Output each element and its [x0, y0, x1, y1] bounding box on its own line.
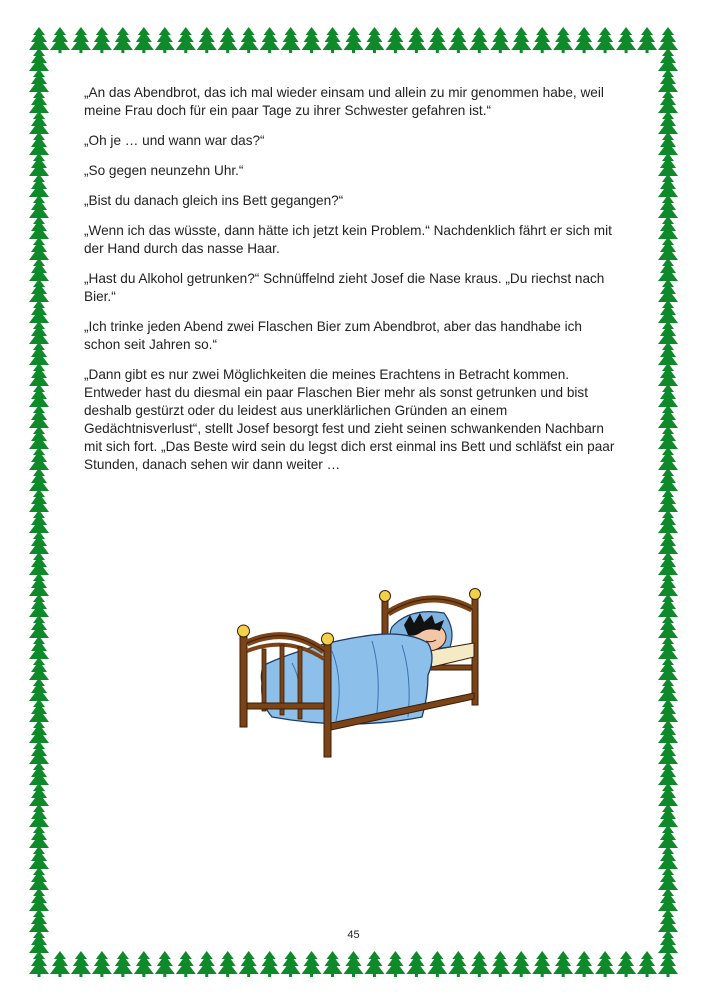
- tree-icon: [385, 27, 405, 53]
- paragraph: „Wenn ich das wüsste, dann hätte ich jetzt kein Problem.“ Nachdenklich fährt er sich mit der Hand durch das nasse Haar.: [84, 223, 612, 256]
- tree-icon: [71, 951, 91, 977]
- tree-icon: [302, 951, 322, 977]
- tree-icon: [553, 27, 573, 53]
- tree-icon: [595, 951, 615, 977]
- tree-icon: [427, 951, 447, 977]
- tree-icon: [490, 951, 510, 977]
- tree-icon: [155, 27, 175, 53]
- story-text: [84, 84, 622, 486]
- tree-icon: [197, 27, 217, 53]
- tree-icon: [616, 27, 636, 53]
- tree-icon: [323, 27, 343, 53]
- tree-icon: [574, 27, 594, 53]
- tree-icon: [113, 951, 133, 977]
- tree-icon: [364, 27, 384, 53]
- tree-icon: [134, 27, 154, 53]
- tree-icon: [50, 27, 70, 53]
- tree-icon: [197, 951, 217, 977]
- tree-icon: [448, 951, 468, 977]
- tree-icon: [92, 951, 112, 977]
- tree-icon: [511, 27, 531, 53]
- tree-icon: [595, 27, 615, 53]
- tree-icon: [616, 951, 636, 977]
- tree-icon: [511, 951, 531, 977]
- tree-icon: [469, 27, 489, 53]
- tree-icon: [281, 27, 301, 53]
- tree-icon: [553, 951, 573, 977]
- paragraph: „Bist du danach gleich ins Bett gegangen?“: [84, 193, 344, 208]
- page-number: 45: [347, 929, 360, 941]
- tree-icon: [176, 951, 196, 977]
- tree-icon: [637, 951, 657, 977]
- paragraph: „Oh je … und wann war das?“: [84, 133, 265, 148]
- tree-icon: [260, 27, 280, 53]
- tree-icon: [239, 27, 259, 53]
- paragraph: „Hast du Alkohol getrunken?“ Schnüffelnd zieht Josef die Nase kraus. „Du riechst nach Bier.“: [84, 271, 605, 304]
- tree-icon: [92, 27, 112, 53]
- paragraph: „So gegen neunzehn Uhr.“: [84, 163, 244, 178]
- tree-icon: [385, 951, 405, 977]
- tree-icon: [134, 951, 154, 977]
- tree-icon: [364, 951, 384, 977]
- tree-icon: [239, 951, 259, 977]
- tree-icon: [448, 27, 468, 53]
- tree-icon: [323, 951, 343, 977]
- tree-icon: [176, 27, 196, 53]
- tree-icon: [260, 951, 280, 977]
- paragraph: „Ich trinke jeden Abend zwei Flaschen Bier zum Abendbrot, aber das handhabe ich schon seit Jahren so.“: [84, 319, 582, 352]
- tree-icon: [281, 951, 301, 977]
- tree-icon: [218, 27, 238, 53]
- tree-icon: [113, 27, 133, 53]
- tree-icon: [469, 951, 489, 977]
- tree-icon: [532, 951, 552, 977]
- tree-icon: [574, 951, 594, 977]
- tree-icon: [50, 951, 70, 977]
- paragraph: „Dann gibt es nur zwei Möglichkeiten die meines Erachtens in Betracht kommen. Entweder hast du diesmal ein paar Flaschen Bier mehr als sonst getrunken und bist deshalb gestürzt oder du leidest aus unerklärlichen Gründen an einem Gedächtnisverlust“, stellt Josef besorgt fest und zieht seinen schwankenden Nachbarn mit sich fort. „Das Beste wird sein du legst dich erst einmal ins Bett und schläfst ein paar Stunden, danach sehen wir dann weiter …: [84, 367, 615, 472]
- sleeping-man-in-bed-icon: [232, 585, 492, 765]
- tree-icon: [344, 951, 364, 977]
- tree-icon: [490, 27, 510, 53]
- tree-icon: [406, 951, 426, 977]
- tree-icon: [532, 27, 552, 53]
- tree-icon: [344, 27, 364, 53]
- tree-icon: [155, 951, 175, 977]
- tree-icon: [302, 27, 322, 53]
- tree-icon: [427, 27, 447, 53]
- tree-icon: [71, 27, 91, 53]
- tree-icon: [406, 27, 426, 53]
- paragraph: „An das Abendbrot, das ich mal wieder einsam und allein zu mir genommen habe, weil meine Frau doch für ein paar Tage zu ihrer Schwester gefahren ist.“: [84, 85, 604, 118]
- tree-icon: [218, 951, 238, 977]
- tree-icon: [637, 27, 657, 53]
